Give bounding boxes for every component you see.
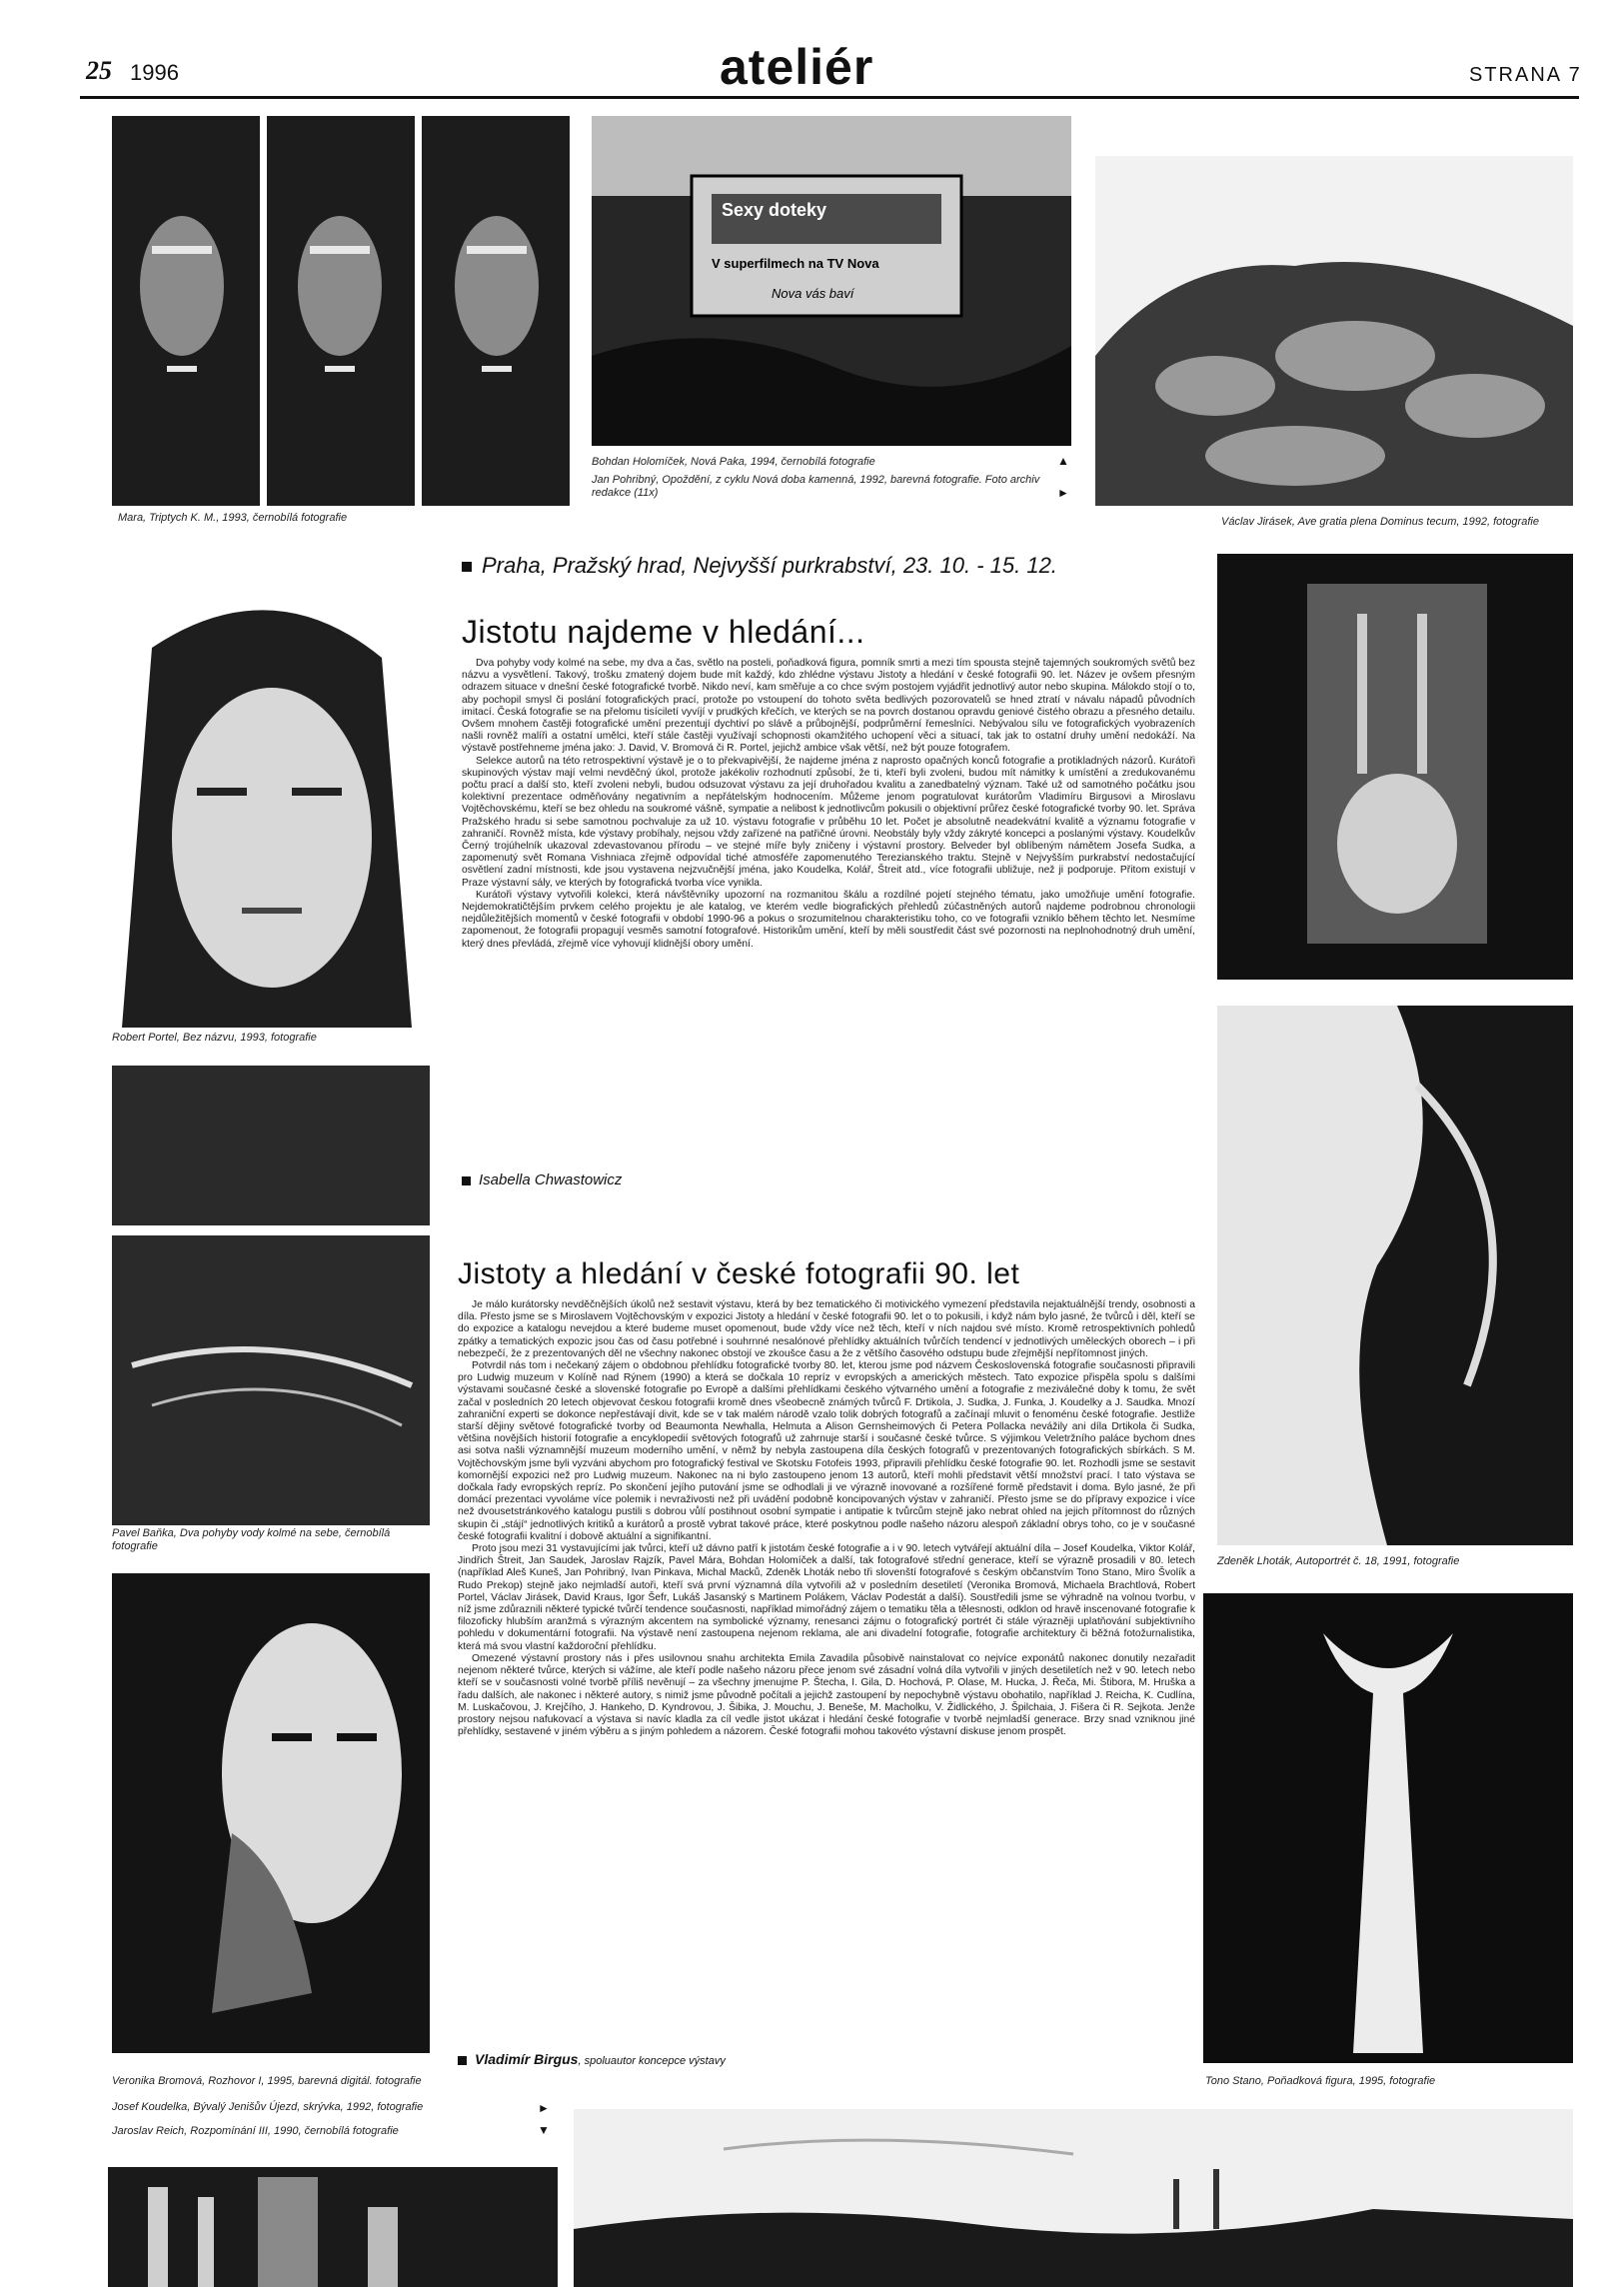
photo-koudelka-bottom: [108, 2167, 558, 2287]
photo-pohribny-stones: [1095, 156, 1573, 506]
article2-paragraph: Proto jsou mezi 31 vystavujícími jak tvůrci, kteří už dávno patří k jistotám české fotografie a i v 90. letech vytvářejí aktuální díla – Josef Koudelka, Viktor Kolář, Jindřich Štreit, Jan Saudek, Jaroslav Rajzík, Pavel Mára, Bohdan Holomíček a další, tak fotografové střední generace, kteří se výrazně prosadili v 80. letech (například Aleš Kuneš, Jan Pohribný, Ivan Pinkava, Michal Macků, Zdeněk Lhoták nebo tři slovenští fotografové s českým občanstvím Tono Stano, Miro Švolík a Rudo Prekop) stejně jako nejmladší autoři, kteří svá první významná díla vytvořili až v posledním desetiletí (Veronika Bromová, Michaela Brachtlová, Robert Portel, Václav Jirásek, David Kraus, Igor Šefr, Lukáš Jasanský s Martinem Polákem, Václav Podestát a další). Soustředili jsme se výhradně na volnou tvorbu, v níž jsme zdůraznili některé typické tvůrčí tendence současnosti, například mimořádný zájem o tematiku těla a tělesnosti, odklon od hravě inscenované fotografie k filozoficky hlubším aranžmá s výrazným akcentem na symbolické významy, renesanci zájmu o fotografický portrét či stále výrazněji uplatňování subjektivního pohledu v dokumentární fotografii. Na výstavě není zastoupena nejenom reklama, ale ani divadelní fotografie, fotografie architektury či běžná fotožurnalistika, která má svou vlastní každoroční přehlídku.: [458, 1543, 1195, 1652]
article1-paragraph: Kurátoři výstavy vytvořili kolekci, která návštěvníky upozorní na rozmanitou škálu a rozdílné pojetí stejného tématu, jako umožňuje umění fotografie. Nejdemokratičtějším prvkem celého projektu je ale katalog, ve kterém vedle biografických přehledů zúčastněných autorů najdeme podrobnou chronologii nejdůležitějších momentů v české fotografii v období 1990-96 a pokus o srozumitelnou charakteristiku toho, co ve fotografii vzniklo během těchto let. Nesmíme zapomenout, že fotografii propagují vesměs samotní fotografové. Historikům umění, kteří by měli soustředit část své pozornosti na neplnohodnotný druh umění, který dnes převládá, zřejmě více vyhovují klidnější obory umění.: [462, 889, 1195, 950]
article2-paragraph: Je málo kurátorsky nevděčnějších úkolů než sestavit výstavu, která by bez tematického či motivického vymezení představila nejaktuálnější trendy, osobnosti a díla. Přesto jsme se s Miroslavem Vojtěchovským v expozici Jistoty a hledání v české fotografii 90. let o to pokusili, i když nám bylo jasné, že tvůrců i děl, kteří se do expozice a katalogu nevejdou a které budeme muset opomenout, bude vždy více než těch, kteří v ních najdou své místo. Kromě retrospektivních pohledů zpátky a tematických expozic jsou čas od času potřebné i souhrnné nesalónové přehlídky aktuálních tvůrčích tendencí v jednotlivých uměleckých oborech – i při nebezpečí, že z prezentovaných děl ne všechny nakonec obstojí ve zkoušce času a že z většího časového odstupu bude zřejmější nepřítomnost jiných.: [458, 1299, 1195, 1359]
article2-title: Jistoty a hledání v české fotografii 90. let: [458, 1257, 1020, 1290]
exhibition-venue: [462, 553, 1181, 579]
issue-year: 1996: [130, 60, 179, 85]
article1-author: [462, 1171, 622, 1188]
article2-paragraph: Potvrdil nás tom i nečekaný zájem o obdobnou přehlídku fotografické tvorby 80. let, kterou jsme pod názvem Československá fotografie současnosti připravili pro Ludwig muzeum v Kolíně nad Rýnem (1990) a která se dočkala 10 repríz v evropských a amerických městech. Tato expozice přispěla spolu s dalšími výstavami současné české a slovenské fotografie po Evropě a dalšími přehlídkami českého výtvarného umění a fotografie z meziválečné doby k tomu, že svět začal v posledních 20 letech objevovat českou fotografii kromě dnes všeobecně známých tvůrců F. Drtikola, J. Sudka, J. Funka, J. Koudelky a J. Saudka. Mnozí zahraniční experti se dokonce nepřestávají divit, kde se v tak malém národě vzalo tolik dobrých fotografů a začínají mluvit o fenoménu české fotografie. Jestliže starší dějiny světové fotografické tvorby od Beaumonta Newhalla, Helmuta a Alison Gernsheimových či Petera Pollacka nevážily ani díla Drtikola či Sudka, většina novějších historií fotografie a encyklopedií světových fotografů už zahrnuje starší i současné české tvůrce. S výjimkou Veletržního paláce bychom dnes asi sotva našli významnější muzeum moderního umění, v němž by nebyla zastoupena díla českých fotografů v prezentovaných fotografických sbírkách. S M. Vojtěchovským jsme byli vyzváni abychom pro fotografický festival ve Skotsku Fotofeis 1993, připravili přehlídku české fotografie 90. let. Rozhodli jsme se sestavit komornější expozici než pro Ludwig muzeum. Nakonec na ni bylo zastoupeno jenom 13 autorů, kteří mohli představit větší množství prací. I tato výstava se dočkala řady evropských repríz. Po skončení jejího putování jsme se odhodlali ji ve výrazně inovované a rozšířené formě představit i doma. Bylo jasné, že při domácí prezentaci vyvoláme více polemik i nevraživosti než při uvádění podobně koncipovaných výstav v zahraničí. Přesto jsme se do přípravy expozice i více než dvousetstránkového katalogu pustili s dobrou vůlí postihnout osobní sympatie i antipatie k tvůrcům stejně jako nebrat ohled na jejich přítomnost do různých skupin či „stájí“ jednotlivých kritiků a kurátorů a prostě vybrat takové práce, které poskytnou podle našeho názoru alespoň základní obrys toho, co je v současné české fotografii kvalitní i dobově aktuální a signifikantní.: [458, 1360, 1195, 1542]
pointer-down: ▼: [538, 2123, 550, 2137]
page-label: STRANA 7: [1469, 64, 1582, 86]
caption-holomicek: Bohdan Holomíček, Nová Paka, 1994, černobílá fotografie: [592, 456, 875, 468]
header-rule: [80, 96, 1579, 99]
caption-reich: Jaroslav Reich, Rozpomínání III, 1990, černobílá fotografie: [112, 2125, 399, 2137]
pointer-right-2: ►: [538, 2101, 550, 2115]
photo-holomicek-billboard: [592, 116, 1071, 446]
caption-jirasek: Václav Jirásek, Ave gratia plena Dominus tecum, 1992, fotografie: [1221, 516, 1539, 528]
caption-portel: Robert Portel, Bez názvu, 1993, fotografie: [112, 1032, 317, 1044]
caption-bromova: Veronika Bromová, Rozhovor I, 1995, barevná digitál. fotografie: [112, 2075, 422, 2087]
article1-body: [462, 658, 1195, 951]
caption-banka: Pavel Baňka, Dva pohyby vody kolmé na sebe, černobílá fotografie: [112, 1527, 391, 1552]
article2-author-name: Vladimír Birgus: [475, 2051, 579, 2067]
caption-lhotak: Zdeněk Lhoták, Autoportrét č. 18, 1991, fotografie: [1217, 1555, 1460, 1567]
caption-pohribny: Jan Pohribný, Opoždění, z cyklu Nová doba kamenná, 1992, barevná fotografie. Foto archiv redakce (11x): [592, 474, 1040, 499]
article2-body: [458, 1299, 1195, 1738]
billboard-line1: Sexy doteky: [722, 200, 827, 220]
article2-author: [458, 2051, 726, 2067]
pointer-up-right: ▲: [1057, 454, 1069, 468]
photo-mara-triptych: [112, 116, 570, 506]
magazine-title: ateliér: [720, 39, 874, 95]
billboard-line3: Nova vás baví: [772, 286, 854, 301]
photo-reich-landscape: [574, 2109, 1573, 2287]
caption-koudelka: Josef Koudelka, Bývalý Jenišův Újezd, skrývka, 1992, fotografie: [112, 2101, 424, 2113]
photo-jirasek: [1217, 554, 1573, 980]
photo-bromova-face: [112, 1573, 430, 2053]
venue-text: Praha, Pražský hrad, Nejvyšší purkrabství, 23. 10. - 15. 12.: [482, 553, 1057, 578]
photo-banka-water: [112, 1066, 430, 1525]
article1-author-name: Isabella Chwastowicz: [479, 1171, 623, 1188]
article2-paragraph: Omezené výstavní prostory nás i přes usilovnou snahu architekta Emila Zavadila působivě nainstalovat co nejvíce exponátů nakonec donutily nezařadit nejenom některé tvůrce, kterých si vážíme, ale kteří podle našeho názoru přece jenom své zásadní volná díla vytvořili v jiných desetiletích než v 90. letech nebo kteří se v současnosti volné tvorbě příliš nevěnují – za všechny jmenujme P. Štecha, I. Gila, D. Hochová, P. Olase, M. Hucka, J. Řeča, Mi. Štibora, M. Hruška a řadu dalších, ale nakonec i některé autory, s nimiž jsme původně počítali a jejichž zastoupení by nepochybně výstavu obohatilo, například J. Reicha, K. Cudlína, M. Luskačovou, J. Krejčího, J. Hankeho, D. Kyndrovou, J. Šibika, J. Mouchu, J. Beneše, M. Macholku, V. Židlického, J. Špilchaia, J. Fišera či R. Sejkota. Jenže prostory nejsou nafukovací a výstava si navíc kladla za cíl vedle jistot ukázat i hledání české fotografie v tvorbě nejmladší generace. Brzy snad vzniknou jiné přehlídky, sestavené v jiném výběru a s jiným pohledem a názorem. České fotografii mohou takovéto výstavní diskuse jenom prospět.: [458, 1652, 1195, 1738]
photo-portel-portrait: [112, 588, 430, 1028]
pointer-right: ►: [1057, 486, 1069, 500]
article1-title: Jistotu najdeme v hledání...: [462, 614, 865, 650]
caption-mara: Mara, Triptych K. M., 1993, černobílá fotografie: [118, 512, 348, 524]
caption-stano: Tono Stano, Poňadková figura, 1995, fotografie: [1205, 2075, 1436, 2087]
article2-author-note: , spoluautor koncepce výstavy: [578, 2055, 726, 2067]
article1-paragraph: Selekce autorů na této retrospektivní výstavě je o to překvapivější, že najdeme jména z naprosto opačných konců fotografie a protikladných názorů. Kurátoři skupinových výstav mají velmi nevděčný úkol, protože jakékoliv rozhodnutí způsobí, že ti, kteří byli zvoleni, budou mít námitky k umístění a zredukovanému počtu prací a další sto, kteří zvoleni nebyli, budou odsuzovat výstavu za její druhořadou kvalitu a zanedbatelný význam. Také už od samotného počátku jsou kolektivní prezentace odměňovány negativním a nepřátelským hodnocením. Můžeme jenom pogratulovat kurátorům Vladimíru Birgusovi a Miroslavu Vojtěchovskému, kteří se bez ohledu na soukromé vášně, sympatie a nelibost k jednotlivcům pokusili o objektivní průřez české fotografické tvorby 90. let. Správa Pražského hradu si sebe samotnou pochvaluje za už 10. výstavu fotografie v průběhu 10 let. Počet je absolutně neadekvátní kvalitě a významu fotografie v zahraničí. Rovněž místa, kde výstavy probíhaly, nejsou vždy zařízené na patřičné úrovni. Neobstály byly vždy zákryté koncepci a poslanými výstavy. Koudelkův Černý trojúhelník ukazoval zdevastovanou přírodu – ve stejné míře byly zničeny i výstavní prostory. Belveder byl oblíbeným námětem Josefa Sudka, a zapomenutý svět Romana Vishniaca zřejmě odpovídal tiché atmosféře zapomenutého Terezianského traktu. Stejně v Nejvyšším purkrabství nedostačující osvětlení zadní místnosti, kde jsou vystavena nejzvučnější jména, jako Koudelka, Kolář, Štreit atd., více fotografii ubližuje, než ji podporuje. Přitom existují v Praze výstavní sály, ve kterých by fotografická tvorba více vynikla.: [462, 755, 1195, 889]
photo-stano-figure: [1203, 1593, 1573, 2063]
issue-number: 25: [86, 56, 112, 85]
article1-paragraph: Dva pohyby vody kolmé na sebe, my dva a čas, světlo na posteli, poňadková figura, pomník smrti a mezi tím spousta stejně tajemných soukromých světů bez názvu a vysvětlení. Takový, trošku zmatený dojem bude mít každý, kdo zhlédne výstavu Jistoty a hledání v české fotografii 90. let. Název je ovšem přesným odrazem situace v dnešní české fotografické tvorbě. Nikdo neví, kam směřuje a co chce svým postojem vyjádřit jednotlivý autor nebo skupina. Málokdo stojí o to, aby pochopil smysl či poslání fotografických prací, protože po vstoupení do tohoto světa bedlivých pozorovatelů se hned ztratí v návalu nápadů původních imitací. Česká fotografie se na přelomu tisíciletí vyvíjí v prudkých křečích, ve kterých se na povrch dostanou opravdu geniové čistého obrazu a přesného detailu. Ovšem mnohem častěji fotografické umění prezentují dychtiví po slávě a průbojnější, podprůměrní řemeslníci. Nebývalou sílu ve fotografických vyobrazeních našli rovněž malíři a ostatní umělci, kteří stále častěji využívají schopnosti okamžitého uchopení věci a situací, tak jak to ostatní druhy umění nedokáží. Na výstavě postřehneme jména jako: J. David, V. Bromová či R. Portel, jejichž ambice však větší, než být pouze fotografem.: [462, 658, 1195, 755]
billboard-line2: V superfilmech na TV Nova: [712, 256, 879, 271]
photo-lhotak-selfportrait: [1217, 1006, 1573, 1545]
